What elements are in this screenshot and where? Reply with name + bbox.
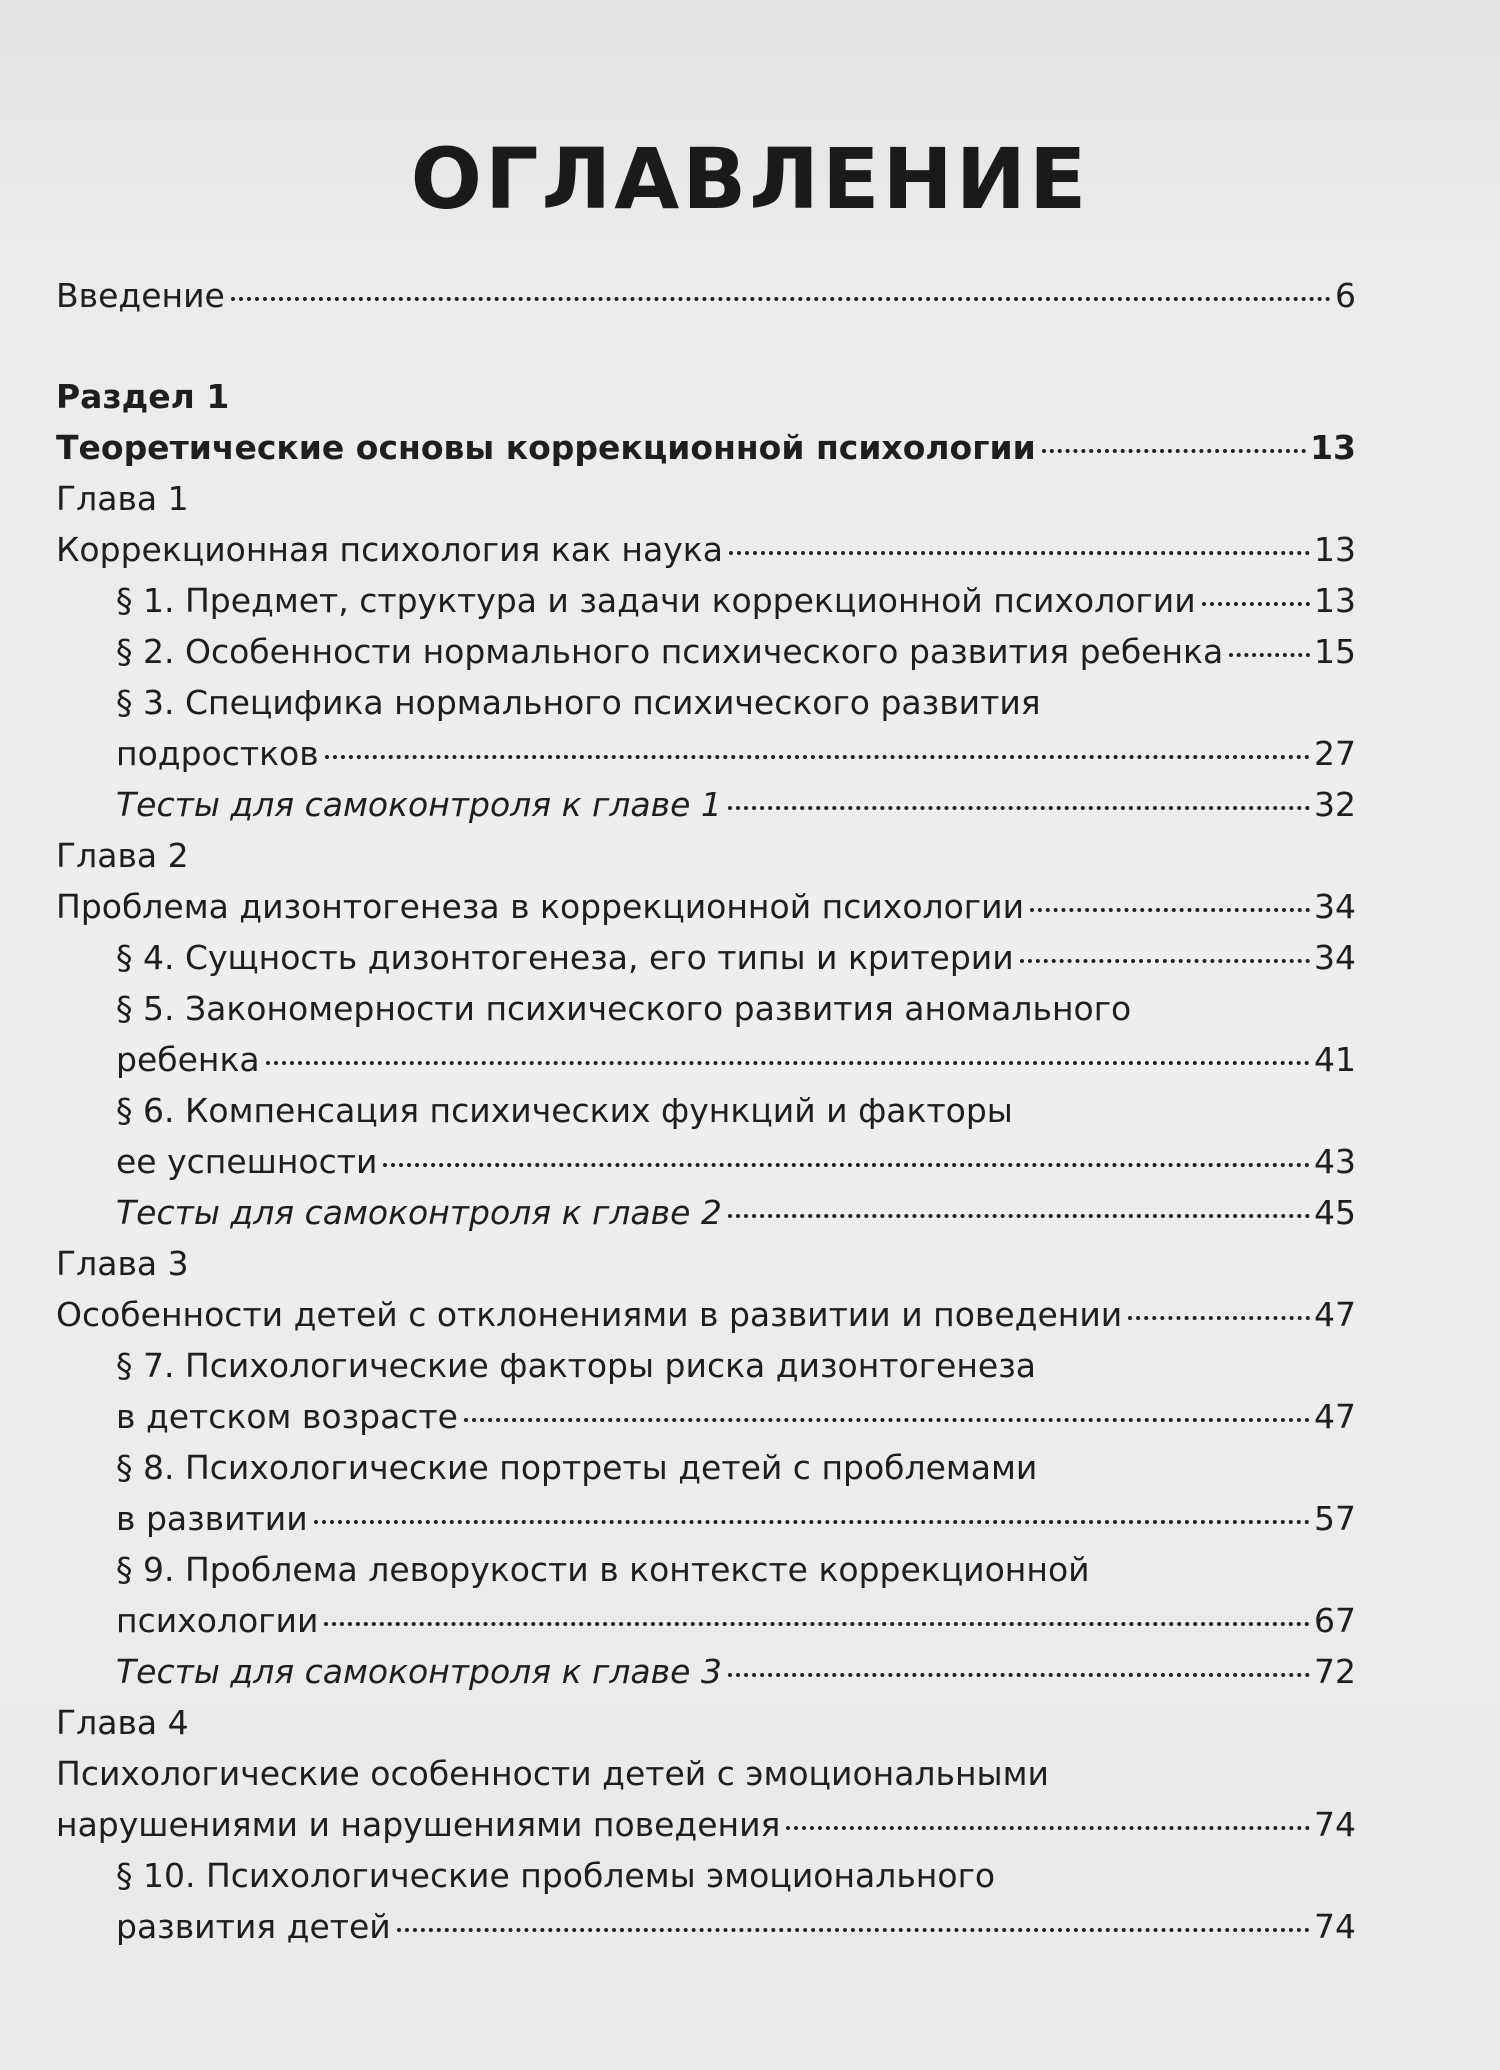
dot-leader bbox=[383, 1163, 1310, 1167]
chapter-label bbox=[56, 473, 1356, 524]
dot-leader bbox=[266, 1061, 1310, 1065]
dot-leader bbox=[728, 1673, 1310, 1677]
toc-entry-text: Особенности детей с отклонениями в развитии и поведении bbox=[56, 1295, 1123, 1334]
chapter-label bbox=[56, 1238, 1356, 1289]
dot-leader bbox=[1202, 602, 1310, 606]
toc-page-number: 47 bbox=[1314, 1397, 1356, 1436]
toc-page-number: 57 bbox=[1314, 1499, 1356, 1538]
toc-page-number: 41 bbox=[1314, 1040, 1356, 1079]
toc-entry bbox=[56, 1136, 1356, 1187]
chapter-label-text: Глава 2 bbox=[56, 836, 189, 875]
toc-page-number: 74 bbox=[1314, 1907, 1356, 1946]
toc-entry-text: § 3. Специфика нормального психического развития bbox=[116, 683, 1041, 722]
dot-leader bbox=[1030, 908, 1310, 912]
dot-leader bbox=[314, 1520, 1310, 1524]
dot-leader bbox=[729, 551, 1310, 555]
toc-page-number: 32 bbox=[1314, 785, 1356, 824]
toc-entry bbox=[56, 575, 1356, 626]
toc-entry bbox=[56, 1034, 1356, 1085]
toc-entry bbox=[56, 1289, 1356, 1340]
toc-entry-text: ребенка bbox=[116, 1040, 260, 1079]
dot-leader bbox=[325, 755, 1310, 759]
toc-entry bbox=[56, 1187, 1356, 1238]
toc-entry-text: Теоретические основы коррекционной психологии bbox=[56, 428, 1036, 467]
toc-entry bbox=[56, 881, 1356, 932]
toc-entry-text: Психологические особенности детей с эмоциональными bbox=[56, 1754, 1049, 1793]
toc-entry-first-line bbox=[56, 1442, 1356, 1493]
chapter-label bbox=[56, 830, 1356, 881]
section-label: Раздел 1 bbox=[56, 377, 230, 416]
toc-entry-text: Проблема дизонтогенеза в коррекционной психологии bbox=[56, 887, 1025, 926]
toc-entry bbox=[56, 1646, 1356, 1697]
toc-entry-text: § 9. Проблема леворукости в контексте коррекционной bbox=[116, 1550, 1090, 1589]
toc-entry bbox=[56, 1799, 1356, 1850]
dot-leader bbox=[1042, 449, 1306, 453]
dot-leader bbox=[1229, 653, 1310, 657]
toc-entry bbox=[56, 270, 1356, 321]
dot-leader bbox=[397, 1928, 1310, 1932]
toc-entry-text: нарушениями и нарушениями поведения bbox=[56, 1805, 781, 1844]
toc-entry bbox=[56, 1595, 1356, 1646]
toc-page-number: 45 bbox=[1314, 1193, 1356, 1232]
toc-entry-text: Коррекционная психология как наука bbox=[56, 530, 723, 569]
dot-leader bbox=[324, 1622, 1310, 1626]
toc-entry bbox=[56, 1391, 1356, 1442]
toc-page-number: 72 bbox=[1314, 1652, 1356, 1691]
toc-entry-text: в детском возрасте bbox=[116, 1397, 458, 1436]
toc-entry-first-line bbox=[56, 1340, 1356, 1391]
toc-entry bbox=[56, 1901, 1356, 1952]
toc-entry-text: Тесты для самоконтроля к главе 1 bbox=[116, 785, 722, 824]
toc-entry-text: § 6. Компенсация психических функций и факторы bbox=[116, 1091, 1013, 1130]
dot-leader bbox=[786, 1826, 1310, 1830]
toc-entry-text: в развитии bbox=[116, 1499, 308, 1538]
toc-page-number: 67 bbox=[1314, 1601, 1356, 1640]
toc-entry-text: Тесты для самоконтроля к главе 3 bbox=[116, 1652, 722, 1691]
dot-leader bbox=[728, 806, 1310, 810]
toc-page-number: 13 bbox=[1310, 428, 1356, 467]
toc-entry-text: Тесты для самоконтроля к главе 2 bbox=[116, 1193, 722, 1232]
toc-page-number: 27 bbox=[1314, 734, 1356, 773]
chapter-label-text: Глава 4 bbox=[56, 1703, 189, 1742]
toc-entry-text: подростков bbox=[116, 734, 319, 773]
toc-entry-first-line bbox=[56, 1544, 1356, 1595]
toc-entry-text: § 4. Сущность дизонтогенеза, его типы и критерии bbox=[116, 938, 1014, 977]
toc-entry bbox=[56, 422, 1356, 473]
dot-leader bbox=[464, 1418, 1310, 1422]
chapter-label bbox=[56, 1697, 1356, 1748]
toc-entry bbox=[56, 524, 1356, 575]
toc-page-number: 34 bbox=[1314, 887, 1356, 926]
toc-page-number: 13 bbox=[1314, 530, 1356, 569]
toc-page-number: 74 bbox=[1314, 1805, 1356, 1844]
toc-entry-text: Введение bbox=[56, 276, 225, 315]
toc-entry-text: развития детей bbox=[116, 1907, 391, 1946]
page-title: ОГЛАВЛЕНИЕ bbox=[410, 130, 1090, 228]
toc-page-number: 34 bbox=[1314, 938, 1356, 977]
toc-entry-first-line bbox=[56, 1085, 1356, 1136]
dot-leader bbox=[728, 1214, 1310, 1218]
toc-entry-text: § 2. Особенности нормального психического развития ребенка bbox=[116, 632, 1224, 671]
section-heading bbox=[56, 371, 1356, 422]
toc-entry bbox=[56, 728, 1356, 779]
dot-leader bbox=[231, 297, 1331, 301]
toc-entry-first-line bbox=[56, 983, 1356, 1034]
dot-leader bbox=[1020, 959, 1310, 963]
toc-entry-text: § 7. Психологические факторы риска дизонтогенеза bbox=[116, 1346, 1037, 1385]
toc-page-number: 47 bbox=[1314, 1295, 1356, 1334]
chapter-label-text: Глава 1 bbox=[56, 479, 189, 518]
toc-page-number: 15 bbox=[1314, 632, 1356, 671]
toc-entry-first-line bbox=[56, 677, 1356, 728]
toc-entry-text: психологии bbox=[116, 1601, 319, 1640]
table-of-contents bbox=[56, 270, 1356, 1952]
toc-entry-text: § 5. Закономерности психического развития аномального bbox=[116, 989, 1132, 1028]
toc-entry bbox=[56, 779, 1356, 830]
chapter-label-text: Глава 3 bbox=[56, 1244, 189, 1283]
toc-page-number: 6 bbox=[1335, 276, 1356, 315]
toc-page-number: 43 bbox=[1314, 1142, 1356, 1181]
toc-entry-first-line bbox=[56, 1850, 1356, 1901]
toc-entry-text: § 8. Психологические портреты детей с проблемами bbox=[116, 1448, 1038, 1487]
toc-entry-text: § 1. Предмет, структура и задачи коррекционной психологии bbox=[116, 581, 1196, 620]
toc-entry bbox=[56, 626, 1356, 677]
toc-entry-text: § 10. Психологические проблемы эмоционального bbox=[116, 1856, 996, 1895]
toc-entry bbox=[56, 1493, 1356, 1544]
toc-entry bbox=[56, 932, 1356, 983]
toc-page-number: 13 bbox=[1314, 581, 1356, 620]
toc-entry-text: ее успешности bbox=[116, 1142, 378, 1181]
dot-leader bbox=[1128, 1316, 1310, 1320]
toc-entry-first-line bbox=[56, 1748, 1356, 1799]
